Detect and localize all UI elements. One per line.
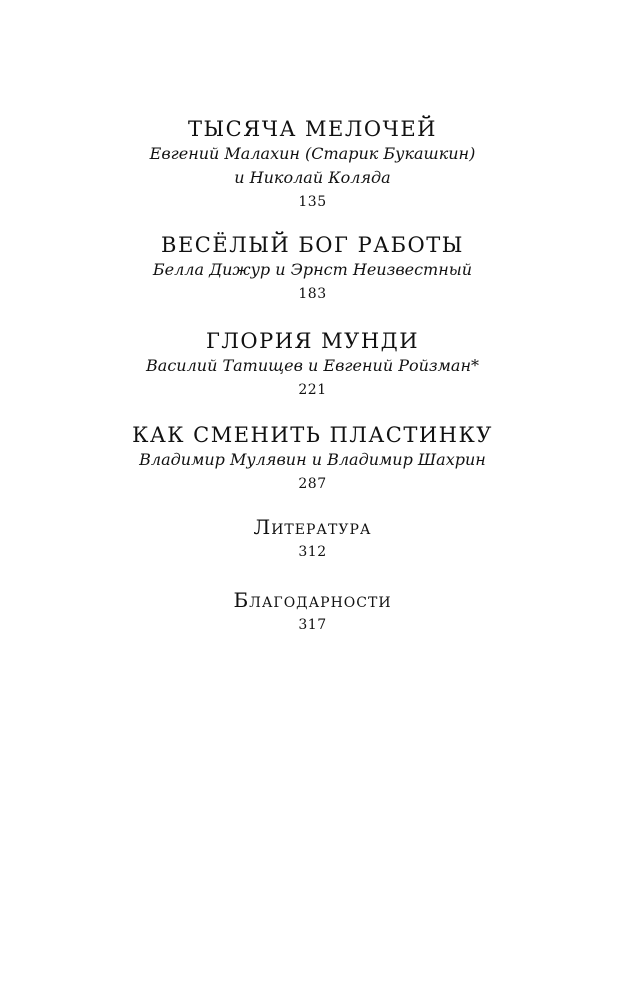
toc-entry-page-number: 287 xyxy=(298,476,327,492)
toc-entry-page-number: 135 xyxy=(298,194,327,210)
toc-entry-title: КАК СМЕНИТЬ ПЛАСТИНКУ xyxy=(132,423,493,447)
toc-entry-authors: Владимир Мулявин и Владимир Шахрин xyxy=(139,450,486,469)
toc-entry-title: ТЫСЯЧА МЕЛОЧЕЙ xyxy=(188,117,437,141)
toc-entry-title: Благодарности xyxy=(233,588,392,612)
toc-entry xyxy=(0,422,625,496)
toc-entry-page-number: 221 xyxy=(298,382,327,398)
toc-entry xyxy=(0,514,625,564)
toc-entry-title: ВЕСЁЛЫЙ БОГ РАБОТЫ xyxy=(161,233,464,257)
toc-entry-page-number: 317 xyxy=(298,617,327,633)
toc-entry-title: Литература xyxy=(253,515,372,539)
toc-entry xyxy=(0,587,625,637)
toc-entry-title: ГЛОРИЯ МУНДИ xyxy=(205,329,420,353)
toc-entry-authors-continued: и Николай Коляда xyxy=(234,168,391,187)
toc-entry xyxy=(0,328,625,402)
toc-entry xyxy=(0,116,625,214)
toc-entry xyxy=(0,232,625,306)
toc-entry-authors: Белла Дижур и Эрнст Неизвестный xyxy=(152,260,473,279)
toc-entry-page-number: 183 xyxy=(298,286,327,302)
toc-entry-page-number: 312 xyxy=(298,544,327,560)
toc-entry-authors: Василий Татищев и Евгений Ройзман* xyxy=(146,356,479,375)
toc-entry-authors: Евгений Малахин (Старик Букашкин) xyxy=(149,144,476,163)
